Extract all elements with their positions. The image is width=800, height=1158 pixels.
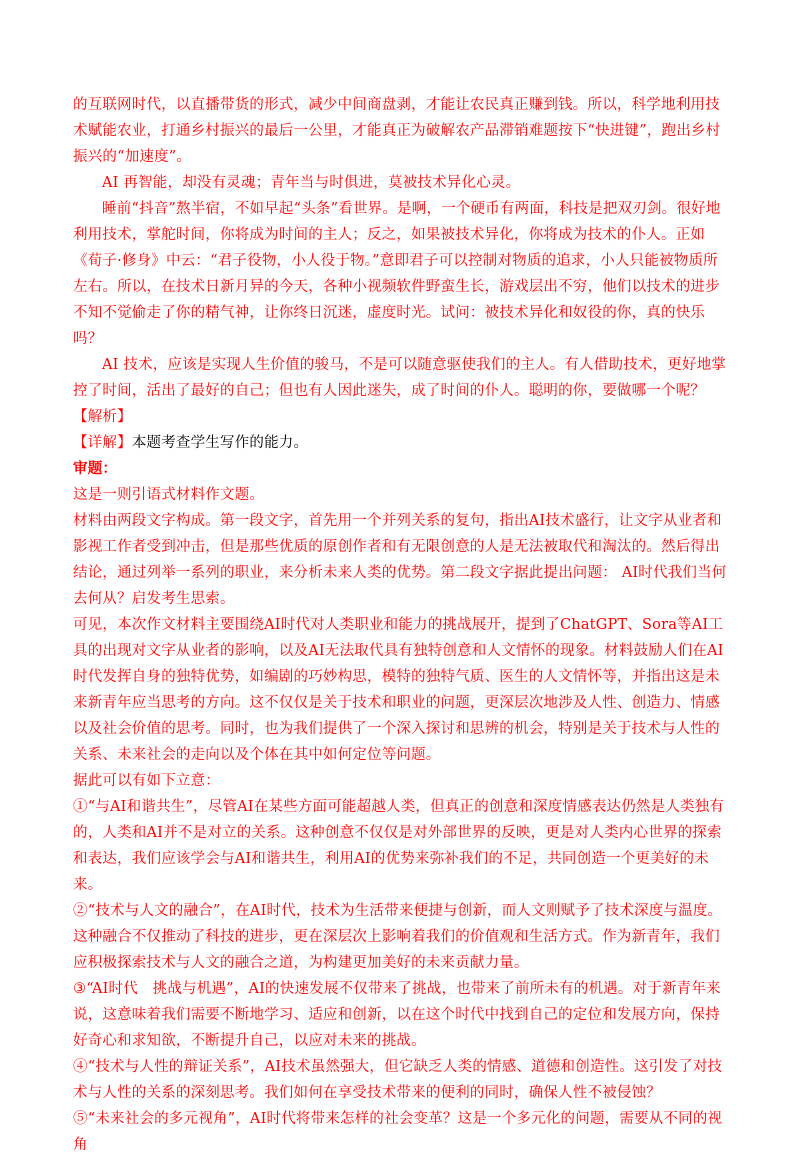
essay-paragraph-2: AI 再智能，却没有灵魂；青年当与时俱进，莫被技术异化心灵。 <box>102 175 521 191</box>
review-heading: 审题： <box>73 460 118 477</box>
idea-1: ①“与AI和谐共生”，尽管AI在某些方面可能超越人类，但真正的创意和深度情感表达仍然是人类独有的，人类和AI并不是对立的关系。这种创意不仅仅是对外部世界的反映，更是对人类内心世界的探索和表达，我们应该学会与AI和谐共生，利用AI的优势来弥补我们的不足，共同创造一个更美好的未来。 <box>73 799 725 893</box>
idea-5: ⑤“未来社会的多元视角”，AI时代将带来怎样的社会变革？这是一个多元化的问题，需要从不同的视角 <box>73 1111 723 1153</box>
material-structure: 材料由两段文字构成。第一段文字，首先用一个并列关系的复句，指出AI技术盛行，让文字从业者和影视工作者受到冲击，但是那些优质的原创作者和有无限创意的人是无法被取代和淘汰的。然后得出结论，通过列举一系列的职业，来分析未来人类的优势。第二段文字据此提出问题： AI时代我们当何去何从？启发考生思索。 <box>73 513 727 607</box>
essay-paragraph-3: 睡前“抖音”熬半宿，不如早起“头条”看世界。是啊，一个硬币有两面，科技是把双刃剑。很好地利用技术，掌舵时间，你将成为时间的主人；反之，如果被技术异化，你将成为技术的仆人。正如《荀子·修身》中云：“君子役物，小人役于物。”意即君子可以控制对物质的追求，小人只能被物质所左右。所以，在技术日新月异的今天，各种小视频软件野蛮生长，游戏层出不穷，他们以技术的进步不知不觉偷走了你的精气神，让你终日沉迷，虚度时光。试问：被技术异化和奴役的你，真的快乐吗？ <box>73 201 721 347</box>
material-summary: 可见，本次作文材料主要围绕AI时代对人类职业和能力的挑战展开，提到了ChatGPT、Sora等AI工具的出现对文字从业者的影响，以及AI无法取代具有独特创意和人文情怀的现象。材料鼓励人们在AI时代发挥自身的独特优势，如编剧的巧妙构思，模特的独特气质、医生的人文情怀等，并指出这是未来新青年应当思考的方向。这不仅仅是关于技术和职业的问题，更深层次地涉及人性、创造力、情感以及社会价值的思考。同时，也为我们提供了一个深入探讨和思辨的机会，特别是关于技术与人性的关系、未来社会的走向以及个体在其中如何定位等问题。 <box>73 617 724 763</box>
idea-3: ③“AI时代 挑战与机遇”，AI的快速发展不仅带来了挑战，也带来了前所未有的机遇。对于新青年来说，这意味着我们需要不断地学习、适应和创新，以在这个时代中找到自己的定位和发展方向，保持好奇心和求知欲，不断提升自己，以应对未来的挑战。 <box>73 981 721 1049</box>
idea-4: ④“技术与人性的辩证关系”，AI技术虽然强大，但它缺乏人类的情感、道德和创造性。这引发了对技术与人性的关系的深刻思考。我们如何在享受技术带来的便利的同时，确保人性不被侵蚀？ <box>73 1059 723 1101</box>
analysis-heading: 【解析】 <box>73 409 132 425</box>
detail-tag: 【详解】 <box>73 435 132 451</box>
idea-2: ②“技术与人文的融合”，在AI时代，技术为生活带来便捷与创新，而人文则赋予了技术深度与温度。这种融合不仅推动了科技的进步，更在深层次上影响着我们的价值观和生活方式。作为新青年，我们应积极探索技术与人文的融合之道，为构建更加美好的未来贡献力量。 <box>73 903 723 971</box>
essay-paragraph-1: 的互联网时代，以直播带货的形式，减少中间商盘剥，才能让农民真正赚到钱。所以，科学地利用技术赋能农业，打通乡村振兴的最后一公里，才能真正为破解农产品滞销难题按下“快进键”，跑出乡村振兴的“加速度”。 <box>73 97 721 165</box>
ideas-intro: 据此可以有如下立意： <box>73 773 220 789</box>
detail-line <box>73 430 728 456</box>
essay-paragraph-4: AI 技术，应该是实现人生价值的骏马，不是可以随意驱使我们的主人。有人借助技术，更好地掌控了时间，活出了最好的自己；但也有人因此迷失，成了时间的仆人。聪明的你，要做哪一个呢？ <box>73 357 727 399</box>
prompt-type: 这是一则引语式材料作文题。 <box>73 487 265 503</box>
detail-text: 本题考查学生写作的能力。 <box>131 435 309 451</box>
document-page <box>73 92 728 1158</box>
